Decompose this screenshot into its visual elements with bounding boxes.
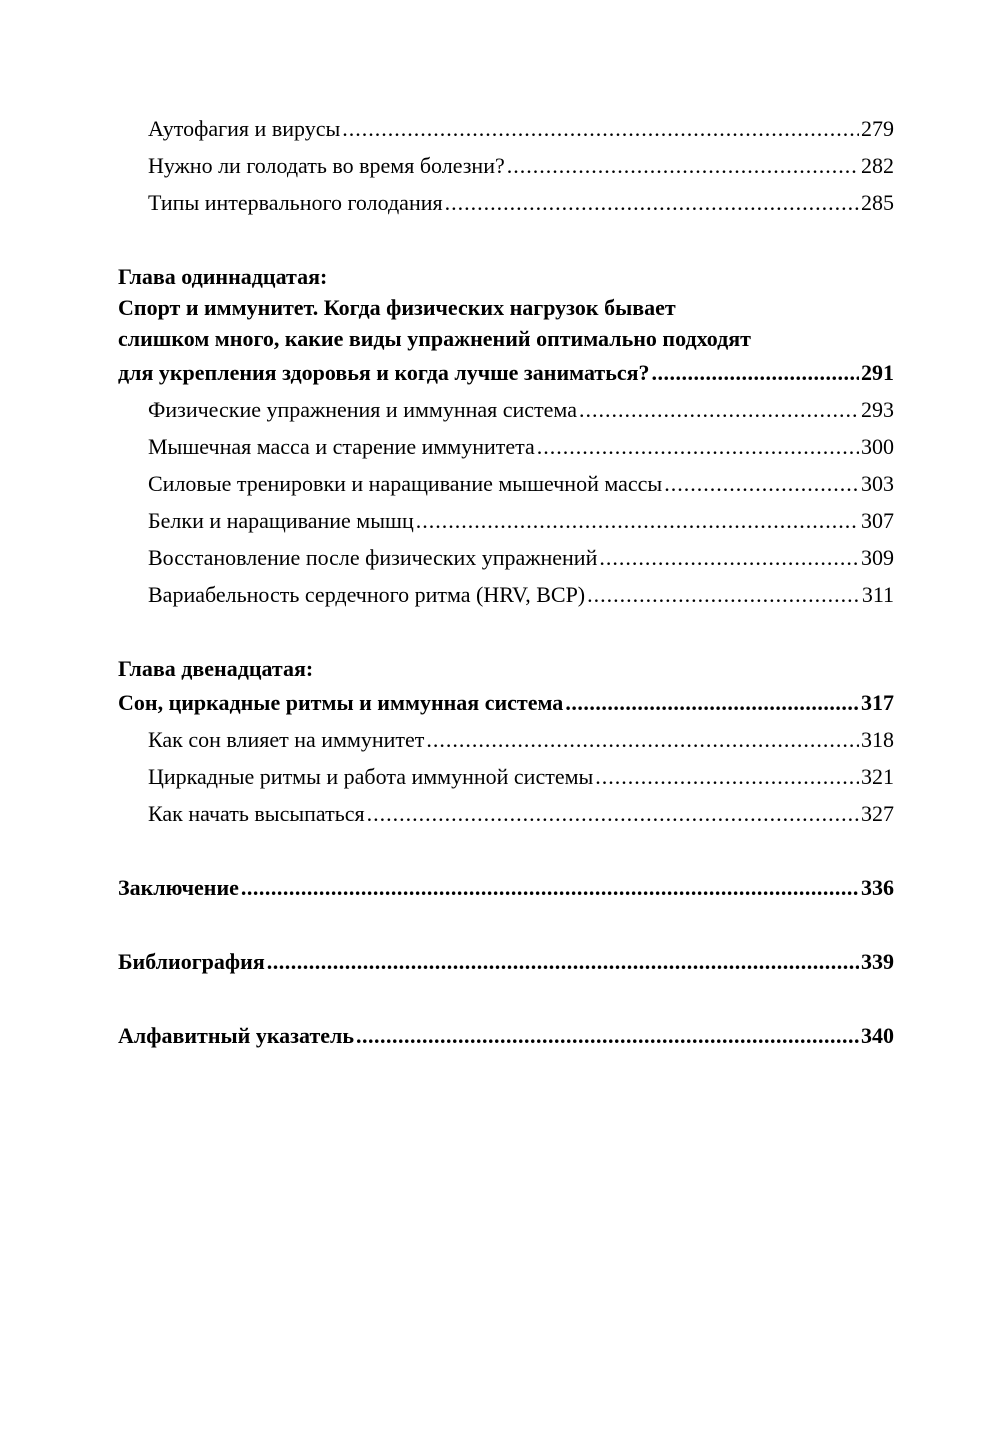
dot-leader	[599, 539, 859, 576]
toc-entry[interactable]	[118, 465, 894, 502]
toc-entry-title: Как начать высыпаться	[148, 801, 365, 826]
dot-leader	[342, 110, 859, 147]
spacer	[118, 832, 894, 869]
toc-section-title: Заключение	[118, 875, 239, 900]
toc-entry[interactable]	[118, 502, 894, 539]
spacer	[118, 221, 894, 261]
dot-leader	[664, 465, 859, 502]
toc-entry-title: Физические упражнения и иммунная система	[148, 397, 577, 422]
toc-entry-page: 327	[861, 801, 894, 826]
dot-leader	[356, 1017, 859, 1054]
chapter-11-title-line-3: для укрепления здоровья и когда лучше заниматься?	[118, 360, 650, 385]
toc-entry-title: Силовые тренировки и наращивание мышечной массы	[148, 471, 663, 496]
chapter-12-page: 317	[861, 690, 894, 715]
chapter-11-label: Глава одиннадцатая:	[118, 264, 328, 289]
dot-leader	[367, 795, 859, 832]
toc-entry-page: 293	[861, 397, 894, 422]
chapter-12-title: Сон, циркадные ритмы и иммунная система	[118, 690, 564, 715]
toc-section-bibliography[interactable]	[118, 943, 894, 980]
toc-entry[interactable]	[118, 147, 894, 184]
dot-leader	[537, 428, 859, 465]
toc-entry-page: 318	[861, 727, 894, 752]
chapter-12-label: Глава двенадцатая:	[118, 656, 314, 681]
dot-leader	[445, 184, 859, 221]
toc-entry[interactable]	[118, 576, 894, 613]
toc-entry-title: Вариабельность сердечного ритма (HRV, ВСР)	[148, 582, 586, 607]
toc-entry[interactable]	[118, 758, 894, 795]
chapter-12-title-entry[interactable]	[118, 684, 894, 721]
toc-section-title: Алфавитный указатель	[118, 1023, 355, 1048]
toc-entry-page: 279	[861, 116, 894, 141]
toc-entry[interactable]	[118, 391, 894, 428]
toc-section-page: 336	[861, 875, 894, 900]
toc-section-page: 339	[861, 949, 894, 974]
toc-section-title: Библиография	[118, 949, 265, 974]
toc-section-page: 340	[861, 1023, 894, 1048]
toc-entry-title: Типы интервального голодания	[148, 190, 443, 215]
toc-entry-page: 285	[861, 190, 894, 215]
toc-entry-title: Нужно ли голодать во время болезни?	[148, 153, 505, 178]
spacer	[118, 980, 894, 1017]
dot-leader	[579, 391, 859, 428]
dot-leader	[507, 147, 859, 184]
toc-section-index[interactable]	[118, 1017, 894, 1054]
spacer	[118, 613, 894, 653]
toc-entry[interactable]	[118, 428, 894, 465]
spacer	[118, 906, 894, 943]
toc-entry-page: 300	[861, 434, 894, 459]
toc-entry-title: Белки и наращивание мышц	[148, 508, 414, 533]
toc-entry[interactable]	[118, 539, 894, 576]
toc-entry-title: Циркадные ритмы и работа иммунной системы	[148, 764, 594, 789]
dot-leader	[426, 721, 859, 758]
dot-leader	[652, 354, 859, 391]
dot-leader	[587, 576, 860, 613]
toc-entry-title: Восстановление после физических упражнений	[148, 545, 598, 570]
dot-leader	[267, 943, 859, 980]
toc-entry-title: Как сон влияет на иммунитет	[148, 727, 425, 752]
dot-leader	[595, 758, 859, 795]
toc-entry[interactable]	[118, 795, 894, 832]
dot-leader	[241, 869, 859, 906]
toc-entry[interactable]	[118, 184, 894, 221]
chapter-11-page: 291	[861, 360, 894, 385]
table-of-contents	[118, 110, 894, 1054]
chapter-11-title-line-1: Спорт и иммунитет. Когда физических нагрузок бывает	[118, 295, 676, 320]
toc-entry[interactable]	[118, 721, 894, 758]
toc-entry-title: Мышечная масса и старение иммунитета	[148, 434, 535, 459]
toc-entry-page: 321	[861, 764, 894, 789]
toc-entry-page: 311	[861, 582, 894, 607]
toc-entry-page: 307	[861, 508, 894, 533]
dot-leader	[565, 684, 859, 721]
toc-section-conclusion[interactable]	[118, 869, 894, 906]
toc-entry-page: 282	[861, 153, 894, 178]
toc-entry[interactable]	[118, 110, 894, 147]
toc-entry-page: 309	[861, 545, 894, 570]
chapter-11-title-line-2: слишком много, какие виды упражнений оптимально подходят	[118, 326, 751, 351]
toc-entry-title: Аутофагия и вирусы	[148, 116, 341, 141]
dot-leader	[416, 502, 859, 539]
chapter-11-title-entry[interactable]	[118, 354, 894, 391]
toc-entry-page: 303	[861, 471, 894, 496]
